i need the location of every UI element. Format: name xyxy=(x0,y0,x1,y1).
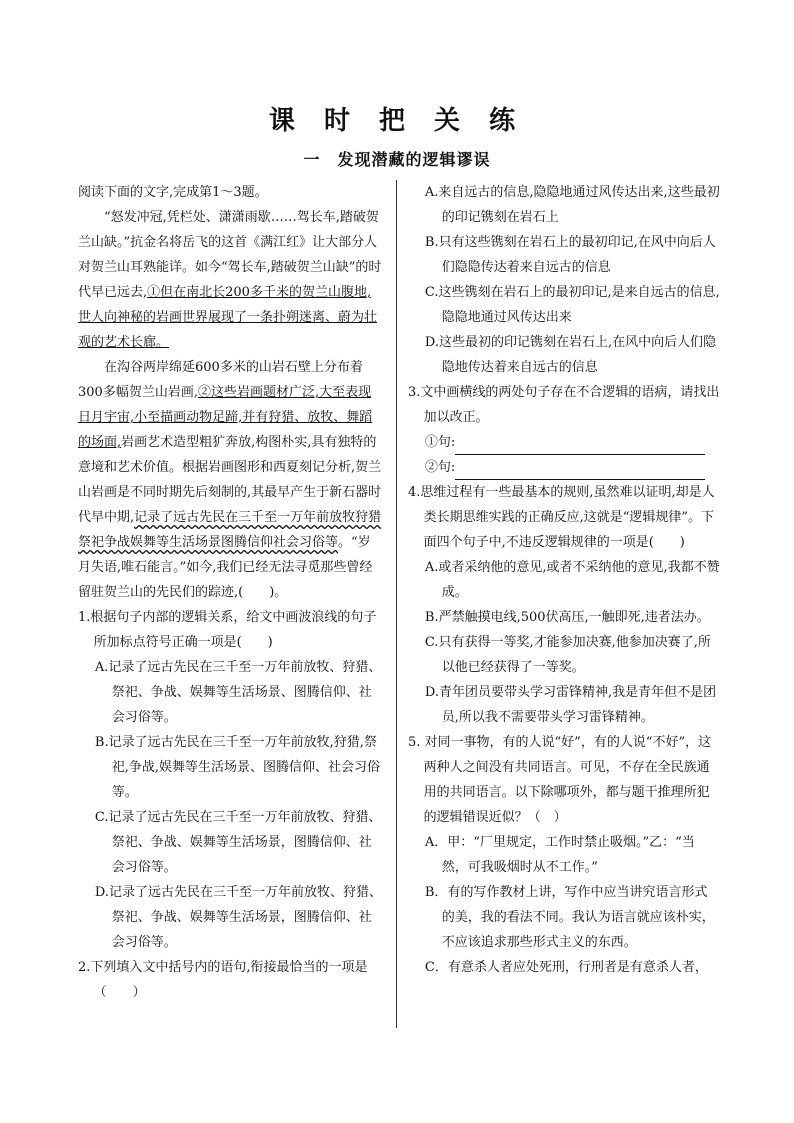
underlined-sentence-1: ①但在南北长200多千米的贺兰山腹地,世人向神秘的岩画世界展现了一条扑朔迷离、蔚为壮观的艺术长廊。 xyxy=(78,285,378,350)
question-2-option-d[interactable]: D.这些最初的印记镌刻在岩石上,在风中向后人们隐隐地传达着来自远古的信息 xyxy=(424,335,717,375)
passage-paragraph-2 xyxy=(78,355,383,605)
question-1-option-b[interactable]: B.记录了远古先民在三千至一万年前放牧,狩猎,祭祀,争战,娱舞等生活场景、图腾信仰、社会习俗等。 xyxy=(94,735,381,800)
question-4-option-d[interactable]: D.青年团员要带头学习雷锋精神,我是青年但不是团员,所以我不需要带头学习雷锋精神。 xyxy=(424,685,717,725)
question-1-stem: 1.根据句子内部的逻辑关系，给文中画波浪线的句子所加标点符号正确一项是( ) xyxy=(78,610,377,650)
question-5-stem: 5. 对同一事物，有的人说“好”，有的人说“不好”，这两种人之间没有共同语言。可见，不存在全民族通用的共同语言。以下除哪项外，都与题干推理所犯的逻辑错误近似？（ ） xyxy=(408,735,712,825)
answer-label-1: ①句: xyxy=(424,435,456,450)
answer-label-2: ②句: xyxy=(424,460,456,475)
page-title: 课 时 把 关 练 xyxy=(268,106,526,136)
passage-text: 岩画艺术造型粗犷奔放,构图朴实,具有独特的意境和艺术价值。根据岩画图形和西夏刻记分析,贺兰山岩画是不同时期先后刻制的,其最早产生于新石器时代早中期, xyxy=(78,435,382,525)
column-divider xyxy=(396,180,397,1028)
passage-paragraph-1 xyxy=(78,205,383,355)
question-4-option-b[interactable]: B.严禁触摸电线,500伏高压,一触即死,违者法办。 xyxy=(424,610,710,625)
instructions: 阅读下面的文字,完成第1～3题。 xyxy=(78,185,268,200)
answer-row-2 xyxy=(408,455,720,480)
question-1-option-c[interactable]: C.记录了远古先民在三千至一万年前放牧、狩猎、祭祀、争战、娱舞等生活场景，图腾信仰、社会习俗等。 xyxy=(94,810,382,875)
question-2-option-c[interactable]: C.这些镌刻在岩石上的最初印记,是来自远古的信息,隐隐地通过风传达出来 xyxy=(424,285,720,325)
answer-row-1 xyxy=(408,430,720,455)
wavy-underlined-sentence: 记录了远古先民在三千至一万年前放牧狩猎祭祀争战娱舞等生活场景图腾信仰社会习俗等 xyxy=(78,510,382,550)
question-3-stem: 3.文中画横线的两处句子存在不合逻辑的语病，请找出加以改正。 xyxy=(408,385,720,425)
question-1-option-d[interactable]: D.记录了远古先民在三千至一万年前放牧、狩猎、祭祀、争战、娱舞等生活场景，图腾信仰、社会习俗等。 xyxy=(94,885,382,950)
question-2-option-a[interactable]: A.来自远古的信息,隐隐地通过风传达出来,这些最初的印记镌刻在岩石上 xyxy=(424,185,720,225)
underlined-sentence-2: ②这些岩画题材广泛,大至表现日月宇宙,小至描画动物足蹄,并有狩猎、放牧、舞蹈的场面, xyxy=(78,385,373,450)
question-4-stem: 4.思维过程有一些最基本的规则,虽然难以证明,却是人类长期思维实践的正确反应,这就是“逻辑规律”。下面四个句子中,不违反逻辑规律的一项是( ) xyxy=(408,485,715,550)
question-4-option-c[interactable]: C.只有获得一等奖,才能参加决赛,他参加决赛了,所以他已经获得了一等奖。 xyxy=(424,635,711,675)
section-title: 一 发现潜藏的逻辑谬误 xyxy=(303,150,491,169)
question-4-option-a[interactable]: A.或者采纳他的意见,或者不采纳他的意见,我都不赞成。 xyxy=(424,560,720,600)
passage-text: 。“岁月失语,唯石能言。”如今,我们已经无法寻觅那些曾经留驻贺兰山的先民们的踪迹,( )。 xyxy=(78,535,373,600)
question-5-option-b[interactable]: B．有的写作教材上讲，写作中应当讲究语言形式的美，我的看法不同。我认为语言就应该朴实，不应该追求那些形式主义的东西。 xyxy=(424,885,715,950)
answer-blank-2[interactable] xyxy=(455,463,705,480)
answer-blank-1[interactable] xyxy=(455,438,705,455)
question-2-option-b[interactable]: B.只有这些镌刻在岩石上的最初印记,在风中向后人们隐隐传达着来自远古的信息 xyxy=(424,235,716,275)
question-5-option-a[interactable]: A．甲：“厂里规定，工作时禁止吸烟。”乙：“当然，可我吸烟时从不工作。” xyxy=(424,835,695,875)
passage-text: “怒发冲冠,凭栏处、潇潇雨歇……驾长车,踏破贺兰山缺。”抗金名将岳飞的这首《满江红》让大部分人对贺兰山耳熟能详。如今“驾长车,踏破贺兰山缺”的时代早已远去, xyxy=(78,210,382,300)
right-column xyxy=(408,180,720,980)
passage-text: 在沟谷两岸绵延600多米的山岩石壁上分布着300多幅贺兰山岩画, xyxy=(78,360,363,400)
left-column xyxy=(78,180,383,1005)
question-2-stem: 2.下列填入文中括号内的语句,衔接最恰当的一项是（ ） xyxy=(78,960,368,1000)
question-5-option-c[interactable]: C．有意杀人者应处死刑，行刑者是有意杀人者， xyxy=(424,960,708,975)
question-1-option-a[interactable]: A.记录了远古先民在三千至一万年前放牧、狩猎、祭祀、争战、娱舞等生活场景、图腾信仰、社会习俗等。 xyxy=(94,660,382,725)
